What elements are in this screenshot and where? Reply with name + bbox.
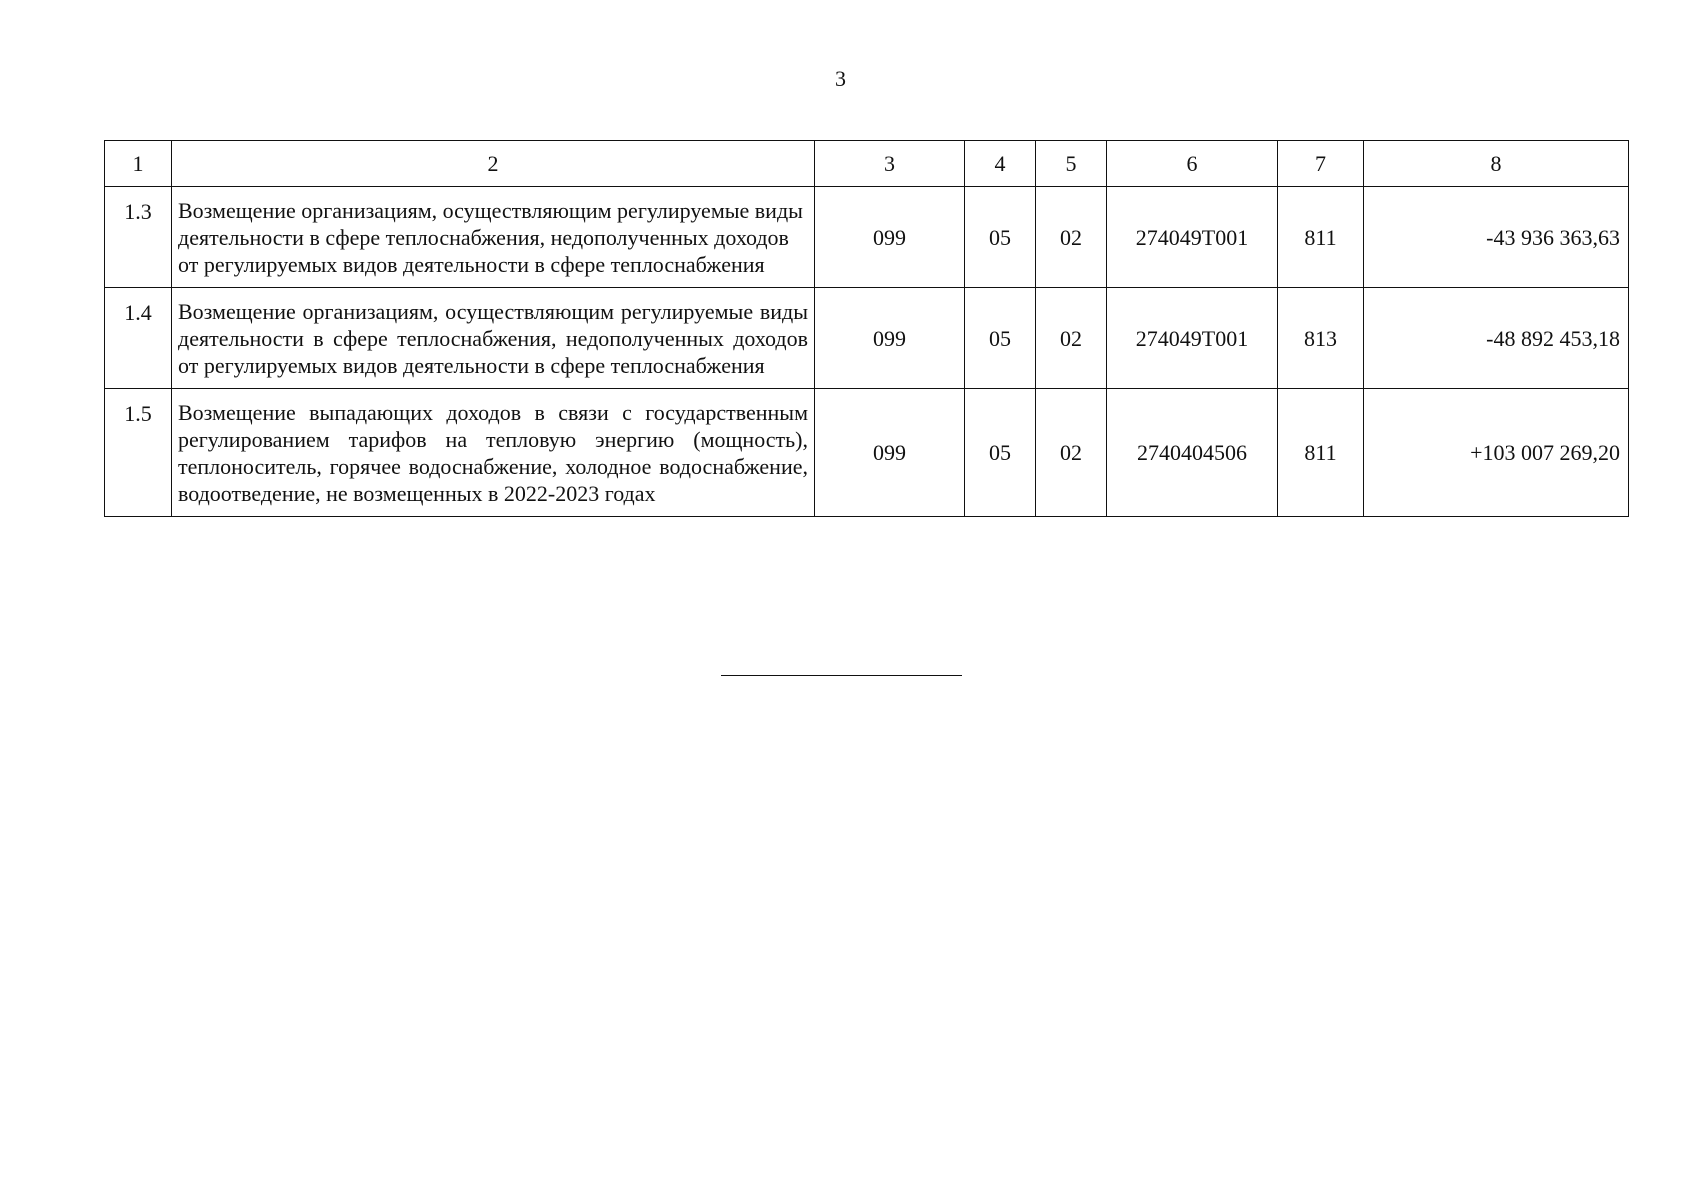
header-cell-7: 7	[1278, 141, 1364, 187]
row-number: 1.4	[105, 288, 172, 389]
table-header-row	[105, 141, 1629, 187]
table-row	[105, 288, 1629, 389]
row-col7: 813	[1278, 288, 1364, 389]
row-col4: 05	[965, 389, 1036, 517]
header-cell-1: 1	[105, 141, 172, 187]
row-amount: +103 007 269,20	[1364, 389, 1629, 517]
header-cell-4: 4	[965, 141, 1036, 187]
table-row	[105, 187, 1629, 288]
row-col7: 811	[1278, 187, 1364, 288]
row-name: Возмещение организациям, осуществляющим регулируемые виды деятельности в сфере теплоснабжения, недополученных доходов от регулируемых видов деятельности в сфере теплоснабжения	[172, 187, 815, 288]
row-col6: 274049Т001	[1107, 288, 1278, 389]
row-col6: 2740404506	[1107, 389, 1278, 517]
header-cell-8: 8	[1364, 141, 1629, 187]
row-col5: 02	[1036, 389, 1107, 517]
row-col4: 05	[965, 288, 1036, 389]
row-col6: 274049Т001	[1107, 187, 1278, 288]
row-col3: 099	[815, 389, 965, 517]
header-cell-2: 2	[172, 141, 815, 187]
row-name: Возмещение организациям, осуществляющим регулируемые виды деятельности в сфере теплоснабжения, недополученных доходов от регулируемых видов деятельности в сфере теплоснабжения	[172, 288, 815, 389]
row-col3: 099	[815, 288, 965, 389]
row-col3: 099	[815, 187, 965, 288]
footer-divider	[721, 675, 962, 676]
row-col4: 05	[965, 187, 1036, 288]
row-name: Возмещение выпадающих доходов в связи с государственным регулированием тарифов на тепловую энергию (мощность), теплоноситель, горячее водоснабжение, холодное водоснабжение, водоотведение, не возмещенных в 2022-2023 годах	[172, 389, 815, 517]
row-number: 1.3	[105, 187, 172, 288]
row-amount: -43 936 363,63	[1364, 187, 1629, 288]
header-cell-5: 5	[1036, 141, 1107, 187]
header-cell-6: 6	[1107, 141, 1278, 187]
table-row	[105, 389, 1629, 517]
page-number: 3	[835, 66, 846, 91]
row-col5: 02	[1036, 288, 1107, 389]
budget-table	[104, 140, 1629, 517]
row-number: 1.5	[105, 389, 172, 517]
row-amount: -48 892 453,18	[1364, 288, 1629, 389]
row-col7: 811	[1278, 389, 1364, 517]
header-cell-3: 3	[815, 141, 965, 187]
row-col5: 02	[1036, 187, 1107, 288]
